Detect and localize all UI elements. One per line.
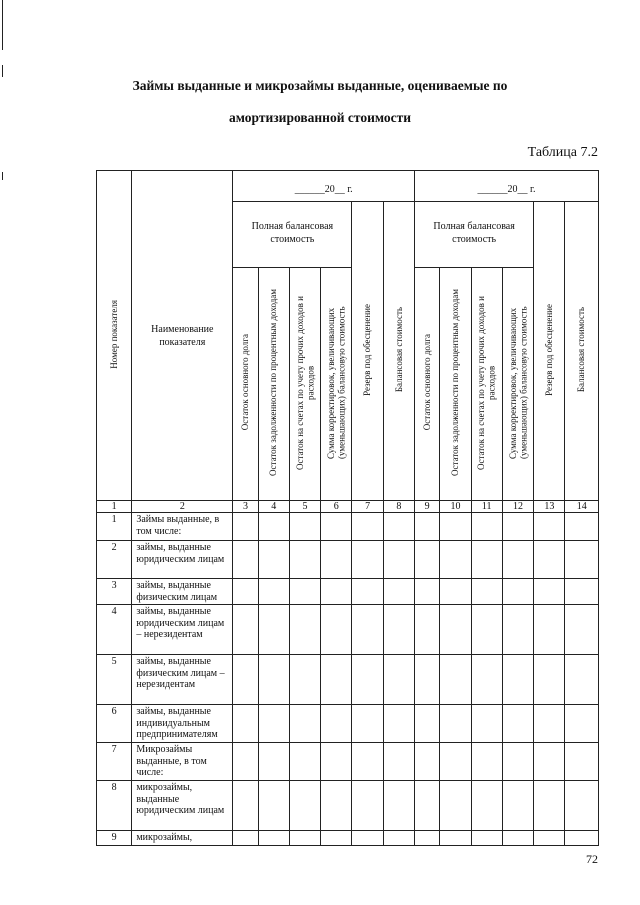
row-number: 6 [97,705,132,743]
value-cell [289,831,320,846]
value-cell [415,541,440,579]
value-cell [233,513,258,541]
value-cell [233,781,258,831]
value-cell [321,743,352,781]
value-cell [471,605,502,655]
value-cell [352,781,383,831]
table-row [97,705,599,743]
column-number: 6 [321,501,352,513]
value-cell [258,831,289,846]
value-cell [440,743,471,781]
value-cell [258,655,289,705]
row-name: займы, выданные индивидуальным предпринимателям [132,705,233,743]
value-cell [415,655,440,705]
value-cell [321,705,352,743]
value-cell [440,541,471,579]
title-line-2: амортизированной стоимости [228,110,412,125]
value-cell [502,513,533,541]
header-indicator-name: Наименование показателя [132,171,233,501]
column-numbers-row [97,501,599,513]
header-year-2: ______20__ г. [415,171,599,202]
value-cell [352,541,383,579]
table-row [97,605,599,655]
value-cell [565,605,599,655]
value-cell [383,579,414,605]
header-col-5: Остаток на счетах по учету прочих доходов и расходов [289,268,320,501]
header-col-9: Остаток основного долга [415,268,440,501]
value-cell [383,605,414,655]
value-cell [502,655,533,705]
value-cell [258,743,289,781]
value-cell [415,705,440,743]
value-cell [534,781,565,831]
header-col-6: Сумма корректировок, увеличивающих (уменьшающих) балансовую стоимость [321,268,352,501]
table-row [97,781,599,831]
value-cell [352,831,383,846]
value-cell [471,781,502,831]
value-cell [233,705,258,743]
value-cell [383,743,414,781]
value-cell [534,655,565,705]
value-cell [289,743,320,781]
value-cell [352,705,383,743]
value-cell [383,541,414,579]
value-cell [233,541,258,579]
value-cell [258,605,289,655]
value-cell [440,705,471,743]
value-cell [258,781,289,831]
row-name: займы, выданные юридическим лицам [132,541,233,579]
value-cell [534,541,565,579]
value-cell [471,513,502,541]
row-number: 4 [97,605,132,655]
table-row [97,541,599,579]
value-cell [440,831,471,846]
column-number: 5 [289,501,320,513]
column-number: 1 [97,501,132,513]
value-cell [471,831,502,846]
value-cell [534,605,565,655]
row-name: микрозаймы, [132,831,233,846]
value-cell [233,655,258,705]
table-row [97,831,599,846]
value-cell [383,705,414,743]
loans-table [96,170,599,846]
row-name: Микрозаймы выданные, в том числе: [132,743,233,781]
header-gross-value-1: Полная балансовая стоимость [233,202,352,268]
column-number: 10 [440,501,471,513]
document-title [60,70,580,134]
value-cell [415,513,440,541]
value-cell [502,743,533,781]
value-cell [289,705,320,743]
column-number: 12 [502,501,533,513]
row-name: займы, выданные юридическим лицам – нерезидентам [132,605,233,655]
value-cell [352,513,383,541]
row-number: 7 [97,743,132,781]
value-cell [289,605,320,655]
value-cell [321,605,352,655]
value-cell [415,743,440,781]
value-cell [471,743,502,781]
header-col-14: Балансовая стоимость [565,202,599,501]
page-number: 72 [586,852,598,866]
header-col-7: Резерв под обесценение [352,202,383,501]
value-cell [321,831,352,846]
value-cell [415,831,440,846]
value-cell [471,541,502,579]
value-cell [233,579,258,605]
value-cell [321,655,352,705]
header-indicator-number: Номер показателя [97,171,132,501]
value-cell [502,579,533,605]
margin-mark-1 [2,0,3,50]
table-row [97,513,599,541]
value-cell [258,541,289,579]
row-name: займы, выданные физическим лицам [132,579,233,605]
column-number: 2 [132,501,233,513]
header-col-3: Остаток основного долга [233,268,258,501]
value-cell [440,655,471,705]
row-number: 3 [97,579,132,605]
value-cell [534,831,565,846]
row-number: 8 [97,781,132,831]
header-col-8: Балансовая стоимость [383,202,414,501]
value-cell [534,705,565,743]
value-cell [565,513,599,541]
value-cell [502,605,533,655]
value-cell [321,781,352,831]
header-gross-value-2: Полная балансовая стоимость [415,202,534,268]
table-row [97,655,599,705]
column-number: 11 [471,501,502,513]
column-number: 3 [233,501,258,513]
value-cell [415,605,440,655]
table-row [97,743,599,781]
value-cell [258,705,289,743]
value-cell [565,541,599,579]
value-cell [289,655,320,705]
value-cell [471,579,502,605]
value-cell [415,781,440,831]
column-number: 7 [352,501,383,513]
header-col-12: Сумма корректировок, увеличивающих (уменьшающих) балансовую стоимость [502,268,533,501]
value-cell [502,781,533,831]
value-cell [233,831,258,846]
margin-mark-2 [2,65,3,77]
value-cell [534,513,565,541]
column-number: 4 [258,501,289,513]
value-cell [502,541,533,579]
value-cell [471,655,502,705]
column-number: 8 [383,501,414,513]
row-name: Займы выданные, в том числе: [132,513,233,541]
value-cell [289,541,320,579]
value-cell [321,579,352,605]
table-label: Таблица 7.2 [527,145,598,160]
value-cell [258,513,289,541]
header-col-11: Остаток на счетах по учету прочих доходов и расходов [471,268,502,501]
value-cell [289,579,320,605]
value-cell [233,743,258,781]
value-cell [321,541,352,579]
row-number: 5 [97,655,132,705]
margin-mark-3 [2,172,3,180]
value-cell [352,605,383,655]
table-row [97,579,599,605]
value-cell [383,513,414,541]
value-cell [289,513,320,541]
header-col-10: Остаток задолженности по процентным доходам [440,268,471,501]
value-cell [440,781,471,831]
value-cell [352,743,383,781]
row-number: 1 [97,513,132,541]
column-number: 9 [415,501,440,513]
row-number: 9 [97,831,132,846]
header-col-4: Остаток задолженности по процентным доходам [258,268,289,501]
header-col-13: Резерв под обесценение [534,202,565,501]
value-cell [534,743,565,781]
value-cell [565,705,599,743]
value-cell [534,579,565,605]
row-name: микрозаймы, выданные юридическим лицам [132,781,233,831]
title-line-1: Займы выданные и микрозаймы выданные, оцениваемые по [132,78,508,93]
value-cell [321,513,352,541]
value-cell [502,705,533,743]
value-cell [565,831,599,846]
column-number: 13 [534,501,565,513]
value-cell [383,831,414,846]
header-row-years [97,171,599,202]
header-year-1: ______20__ г. [233,171,415,202]
value-cell [502,831,533,846]
value-cell [352,579,383,605]
value-cell [258,579,289,605]
value-cell [352,655,383,705]
value-cell [383,655,414,705]
value-cell [565,579,599,605]
value-cell [415,579,440,605]
value-cell [440,579,471,605]
value-cell [565,781,599,831]
value-cell [565,655,599,705]
value-cell [289,781,320,831]
value-cell [383,781,414,831]
value-cell [565,743,599,781]
value-cell [471,705,502,743]
value-cell [440,513,471,541]
column-number: 14 [565,501,599,513]
row-number: 2 [97,541,132,579]
row-name: займы, выданные физическим лицам – нерезидентам [132,655,233,705]
value-cell [233,605,258,655]
value-cell [440,605,471,655]
